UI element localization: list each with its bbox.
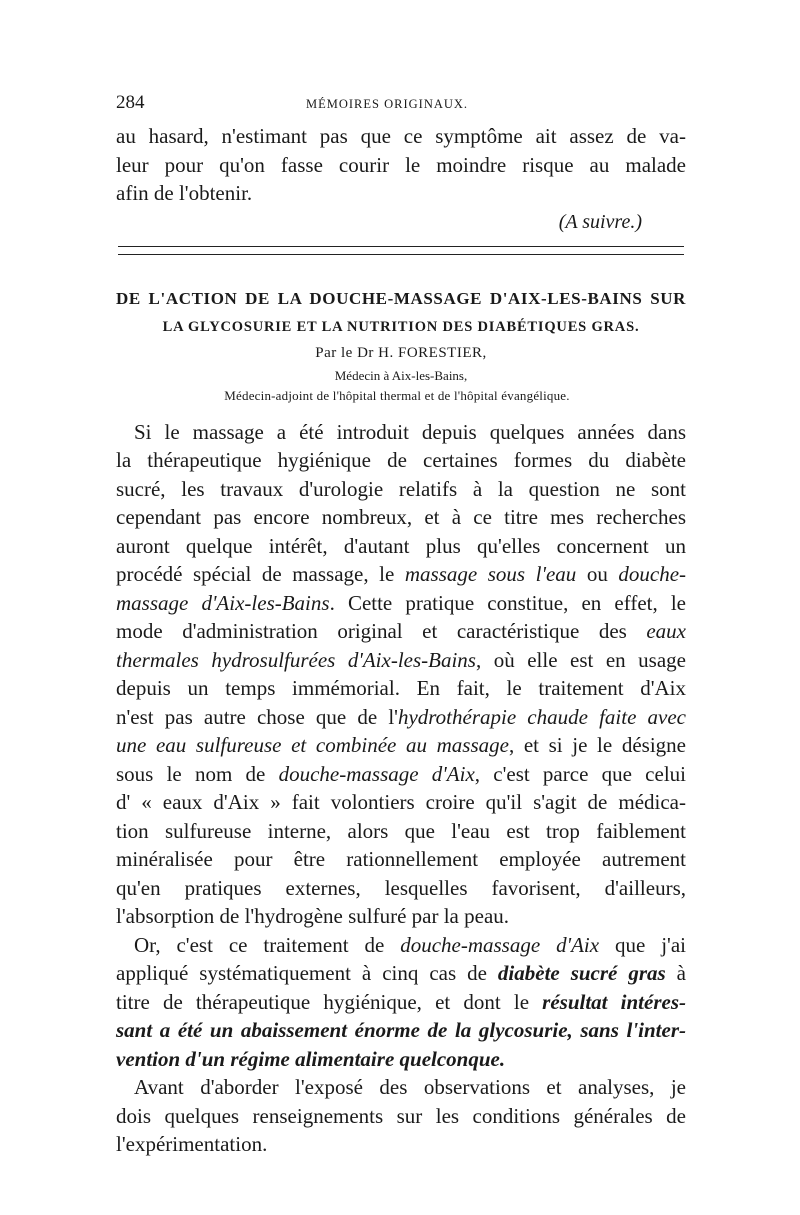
text-line: au hasard, n'estimant pas que ce symptôme ait assez de va-: [116, 124, 686, 148]
text-line: [116, 931, 686, 960]
text-run: . Cette pratique constitue, en effet, le: [329, 590, 686, 615]
text-run: , et si je le désigne: [508, 733, 686, 757]
bold-italic-run: diabète sucré gras: [497, 961, 666, 985]
text-line: [116, 617, 686, 646]
previous-article-ending: [116, 122, 686, 236]
italic-run: douche-massage d'Aix: [278, 761, 475, 786]
text-line: depuis un temps immémorial. En fait, le traitement d'Aix: [116, 676, 686, 700]
text-run: ou: [576, 562, 619, 586]
italic-run: hydrothérapie chaude faite avec: [397, 704, 687, 729]
double-rule-divider: [118, 246, 684, 255]
a-suivre-note: (A suivre.): [558, 210, 642, 233]
text-run: , c'est parce que celui: [474, 761, 686, 786]
text-line: sant a été un abaissement énorme de la glycosurie, sans l'inter-: [116, 1018, 686, 1042]
text-line: [116, 731, 686, 760]
text-run: mode d'administration original et caractéristique des: [116, 619, 647, 643]
page-header: [116, 92, 686, 122]
paragraph-2: [116, 931, 686, 1074]
page-number: 284: [116, 92, 145, 113]
article-title-line-2: LA GLYCOSURIE ET LA NUTRITION DES DIABÉTIQUES GRAS.: [162, 318, 640, 335]
page: [116, 92, 686, 1159]
text-line: l'expérimentation.: [116, 1132, 268, 1156]
text-line: minéralisée pour être rationnellement employée autrement: [116, 847, 686, 871]
text-line: d' « eaux d'Aix » fait volontiers croire qu'il s'agit de médica-: [116, 790, 686, 814]
text-line: l'absorption de l'hydrogène sulfuré par la peau.: [116, 904, 510, 928]
text-run: n'est pas autre chose que de l': [116, 704, 398, 729]
text-run: Or, c'est ce traitement de: [134, 932, 401, 957]
paragraph-1: [116, 418, 686, 931]
author-affiliation-1: Médecin à Aix-les-Bains,: [334, 367, 468, 383]
article-body: [116, 418, 686, 1159]
italic-run: massage sous l'eau: [404, 562, 577, 586]
text-line: qu'en pratiques externes, lesquelles favorisent, d'ailleurs,: [116, 875, 686, 900]
text-run: à: [665, 961, 686, 985]
text-run: , où elle est en usage: [475, 647, 686, 672]
italic-run: douche-massage d'Aix: [400, 932, 600, 957]
italic-run: douche-: [618, 562, 687, 586]
text-line: vention d'un régime alimentaire quelconque.: [116, 1046, 506, 1071]
text-line: Si le massage a été introduit depuis quelques années dans: [134, 419, 686, 444]
text-line: [116, 560, 686, 589]
text-line: leur pour qu'on fasse courir le moindre risque au malade: [116, 152, 686, 177]
text-run: titre de thérapeutique hygiénique, et dont le: [116, 989, 543, 1014]
text-line: cependant pas encore nombreux, et à ce titre mes recherches: [116, 505, 686, 529]
author-byline: Par le Dr H. FORESTIER,: [315, 344, 487, 361]
author-affiliation-2: Médecin-adjoint de l'hôpital thermal et de l'hôpital évangélique.: [224, 387, 570, 403]
text-line: afin de l'obtenir.: [116, 181, 253, 205]
italic-run: massage d'Aix-les-Bains: [116, 590, 330, 615]
text-line: Avant d'aborder l'exposé des observations et analyses, je: [134, 1075, 686, 1099]
paragraph-3: [116, 1073, 686, 1159]
bold-italic-run: résultat intéres-: [542, 989, 686, 1014]
running-head: MÉMOIRES ORIGINAUX.: [306, 97, 469, 111]
text-line: [116, 589, 686, 618]
text-line: [116, 760, 686, 789]
text-line: tion sulfureuse interne, alors que l'eau est trop faiblement: [116, 818, 686, 843]
text-line: auront quelque intérêt, d'autant plus qu'elles concernent un: [116, 533, 686, 558]
text-line: sucré, les travaux d'urologie relatifs à la question ne sont: [116, 476, 686, 501]
italic-run: thermales hydrosulfurées d'Aix-les-Bains: [116, 647, 476, 672]
text-run: que j'ai: [599, 932, 686, 957]
text-line: [116, 646, 686, 675]
text-line: [116, 959, 686, 988]
text-line: [116, 988, 686, 1017]
article-title-line-1: DE L'ACTION DE LA DOUCHE-MASSAGE D'AIX-LES-BAINS SUR: [116, 288, 686, 308]
text-run: sous le nom de: [116, 761, 279, 786]
text-run: procédé spécial de massage, le: [116, 562, 405, 586]
text-line: la thérapeutique hygiénique de certaines formes du diabète: [116, 448, 686, 472]
italic-run: eaux: [646, 619, 686, 643]
text-line: [116, 703, 686, 732]
italic-run: une eau sulfureuse et combinée au massage: [116, 733, 509, 757]
text-run: appliqué systématiquement à cinq cas de: [116, 961, 498, 985]
text-line: dois quelques renseignements sur les conditions générales de: [116, 1103, 686, 1128]
